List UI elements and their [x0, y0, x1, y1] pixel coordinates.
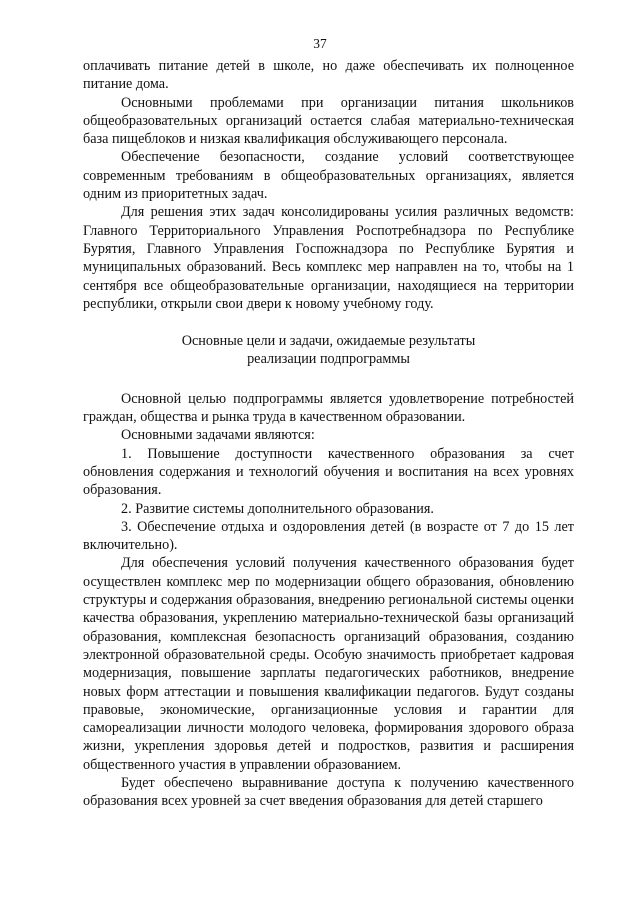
- paragraph: Основными проблемами при организации питания школьников общеобразовательных организаций остается слабая материально-техническая база пищеблоков и низкая квалификация обслуживающего персонала.: [83, 94, 574, 148]
- paragraph: Основной целью подпрограммы является удовлетворение потребностей граждан, общества и рынка труда в качественном образовании.: [83, 390, 574, 426]
- paragraph: Для решения этих задач консолидированы усилия различных ведомств: Главного Территориального Управления Роспотребнадзора по Республике Бурятия, Главного Управления Госпожнадзора по Республике Бурятия и муниципальных образований. Весь комплекс мер направлен на то, чтобы на 1 сентября все общеобразовательные организации, находящиеся на территории республики, открыли свои двери к новому учебному году.: [83, 204, 574, 312]
- paragraph: Обеспечение безопасности, создание условий соответствующее современным требованиям в общеобразовательных организациях, является одним из приоритетных задач.: [83, 149, 574, 203]
- paragraph: Основными задачами являются:: [121, 427, 315, 444]
- list-item: 1. Повышение доступности качественного образования за счет обновления содержания и технологий обучения и воспитания на всех уровнях образования.: [83, 445, 574, 499]
- section-heading-line: Основные цели и задачи, ожидаемые результаты: [181, 333, 476, 350]
- paragraph: Для обеспечения условий получения качественного образования будет осуществлен комплекс мер по модернизации общего образования, обновлению структуры и содержания образования, внедрению региональной системы оценки качества образования, укреплению материально-технической базы организаций образования, комплексная безопасность организаций образования, созданию электронной образовательной среды. Особую значимость приобретает кадровая модернизация, повышение зарплаты педагогических работников, внедрение новых форм аттестации и повышения квалификации педагогов. Будут созданы правовые, экономические, организационные условия и гарантии для самореализации личности молодого человека, формирования здорового образа жизни, укрепления здоровья детей и подростков, развития и расширения общественного участия в управлении образованием.: [83, 555, 574, 773]
- list-item: 2. Развитие системы дополнительного образования.: [121, 500, 434, 517]
- paragraph: Будет обеспечено выравнивание доступа к получению качественного образования всех уровней за счет введения образования для детей старшего: [83, 774, 574, 810]
- list-item: 3. Обеспечение отдыха и оздоровления детей (в возрасте от 7 до 15 лет включительно).: [83, 518, 574, 554]
- paragraph: оплачивать питание детей в школе, но даже обеспечивать их полноценное питание дома.: [83, 58, 574, 93]
- section-heading: [83, 332, 574, 369]
- page-number: 37: [313, 36, 327, 51]
- document-body: [83, 57, 574, 811]
- section-heading-line: реализации подпрограммы: [247, 351, 410, 368]
